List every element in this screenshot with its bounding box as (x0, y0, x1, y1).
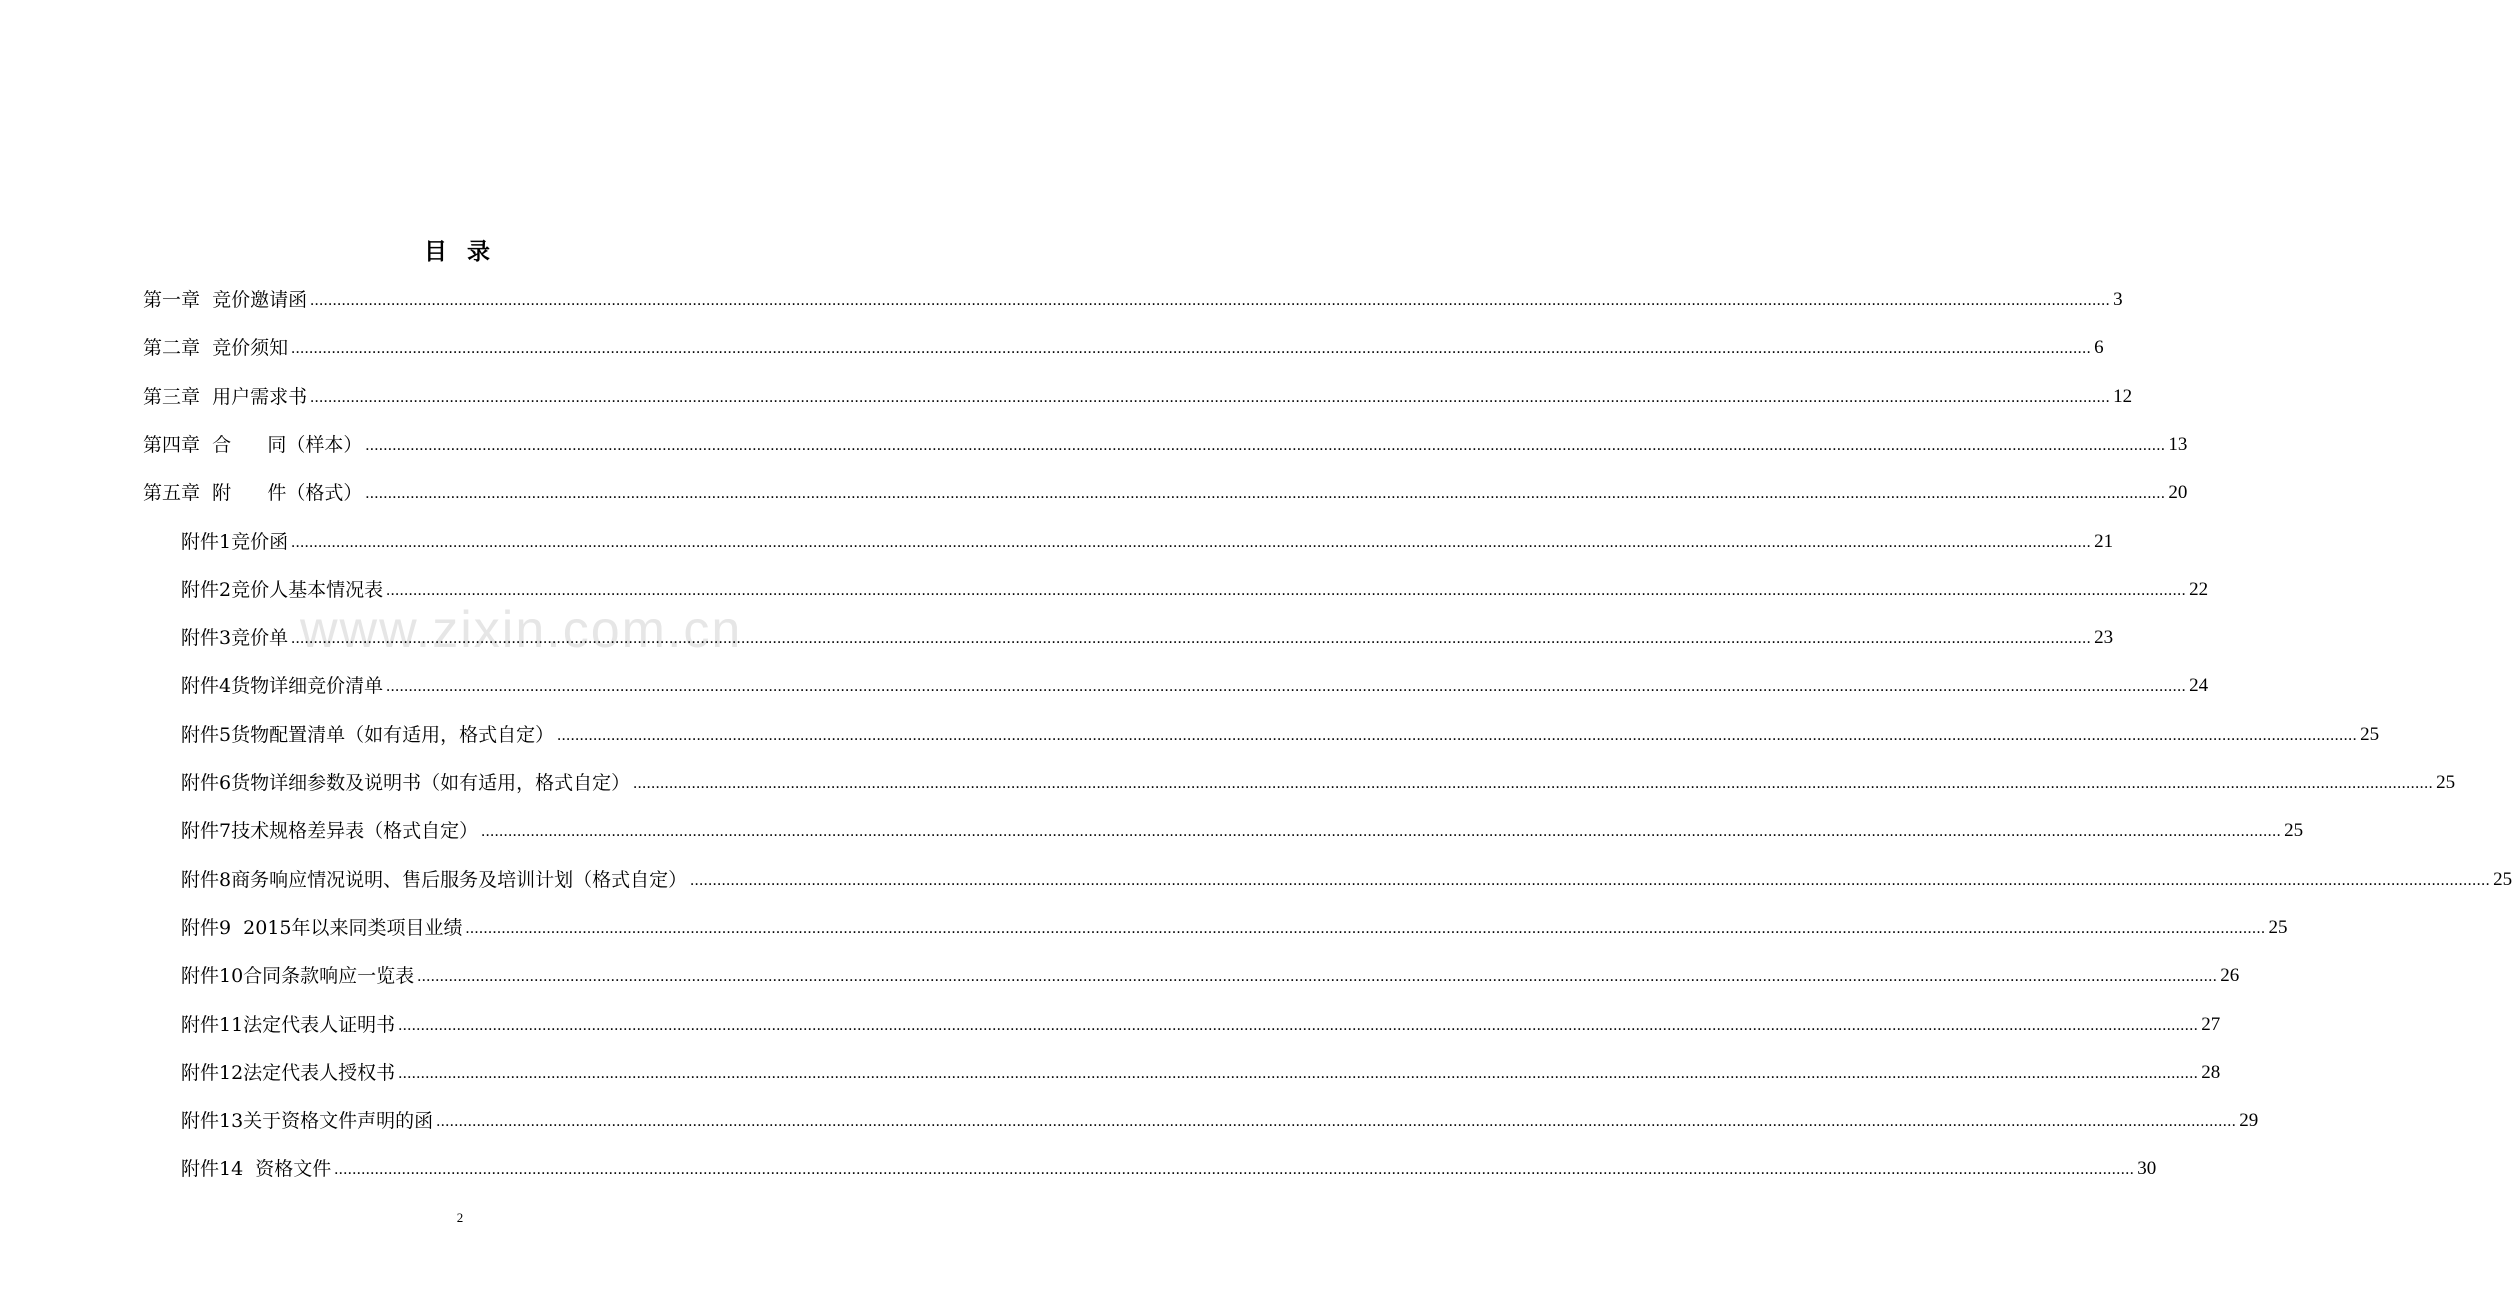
toc-entry[interactable] (181, 862, 2512, 892)
toc-leader-dots: ................................................................................................................................................................................................................................................................................................................................................................................................................ (633, 775, 2434, 792)
toc-entry-label: 附件4货物详细竞价清单 (181, 675, 384, 697)
toc-entry-label: 附件5货物配置清单（如有适用，格式自定） (181, 724, 555, 746)
toc-entry-page: 20 (2168, 482, 2188, 503)
toc-entry[interactable] (181, 717, 2380, 747)
toc-entry[interactable] (143, 475, 2188, 505)
toc-leader-dots: ................................................................................................................................................................................................................................................................................................................................................................................................................ (365, 437, 2166, 454)
toc-entry[interactable] (181, 765, 2456, 795)
toc-entry-page: 26 (2220, 965, 2240, 986)
toc-entry[interactable] (181, 572, 2209, 602)
toc-entry-label: 附件14 资格文件 (181, 1158, 332, 1180)
toc-entry-page: 6 (2094, 337, 2104, 358)
toc-entry[interactable] (181, 620, 2114, 650)
toc-entry-page: 25 (2284, 820, 2304, 841)
toc-entry[interactable] (181, 1055, 2221, 1085)
toc-leader-dots: ................................................................................................................................................................................................................................................................................................................................................................................................................ (465, 920, 2266, 937)
toc-entry-page: 30 (2137, 1158, 2157, 1179)
toc-leader-dots: ................................................................................................................................................................................................................................................................................................................................................................................................................ (690, 872, 2491, 889)
page-title: 目 录 (423, 239, 496, 265)
toc-entry-page: 21 (2094, 531, 2114, 552)
toc-leader-dots: ................................................................................................................................................................................................................................................................................................................................................................................................................ (398, 1065, 2199, 1082)
toc-entry-page: 24 (2189, 675, 2209, 696)
toc-entry[interactable] (143, 282, 2123, 312)
toc-entry-label: 第三章 用户需求书 (143, 386, 308, 408)
toc-entry-page: 29 (2239, 1110, 2259, 1131)
toc-entry-page: 13 (2168, 434, 2188, 455)
page-number: 2 (456, 1210, 464, 1225)
toc-leader-dots: ................................................................................................................................................................................................................................................................................................................................................................................................................ (334, 1161, 2135, 1178)
toc-leader-dots: ................................................................................................................................................................................................................................................................................................................................................................................................................ (417, 968, 2218, 985)
toc-entry[interactable] (143, 330, 2104, 360)
toc-entry-label: 第四章 合 同（样本） (143, 434, 363, 456)
toc-entry-label: 第一章 竞价邀请函 (143, 289, 308, 311)
toc-leader-dots: ................................................................................................................................................................................................................................................................................................................................................................................................................ (291, 534, 2092, 551)
toc-entry-page: 28 (2201, 1062, 2221, 1083)
toc-entry-label: 附件6货物详细参数及说明书（如有适用，格式自定） (181, 772, 631, 794)
toc-entry[interactable] (181, 1151, 2157, 1181)
toc-entry[interactable] (143, 379, 2133, 409)
toc-entry-page: 23 (2094, 627, 2114, 648)
toc-leader-dots: ................................................................................................................................................................................................................................................................................................................................................................................................................ (557, 727, 2358, 744)
toc-entry-label: 附件10合同条款响应一览表 (181, 965, 415, 987)
toc-entry[interactable] (181, 668, 2209, 698)
toc-entry[interactable] (181, 910, 2288, 940)
toc-entry[interactable] (181, 1007, 2221, 1037)
toc-entry-label: 附件1竞价函 (181, 531, 289, 553)
toc-leader-dots: ................................................................................................................................................................................................................................................................................................................................................................................................................ (386, 678, 2187, 695)
toc-entry-label: 附件13关于资格文件声明的函 (181, 1110, 434, 1132)
toc-leader-dots: ................................................................................................................................................................................................................................................................................................................................................................................................................ (291, 630, 2092, 647)
toc-entry[interactable] (143, 427, 2188, 457)
toc-entry[interactable] (181, 813, 2304, 843)
toc-entry-page: 12 (2113, 386, 2133, 407)
toc-leader-dots: ................................................................................................................................................................................................................................................................................................................................................................................................................ (365, 485, 2166, 502)
toc-entry-page: 22 (2189, 579, 2209, 600)
watermark: www.zixin.com.cn (300, 601, 743, 659)
toc-leader-dots: ................................................................................................................................................................................................................................................................................................................................................................................................................ (481, 823, 2282, 840)
toc-leader-dots: ................................................................................................................................................................................................................................................................................................................................................................................................................ (398, 1017, 2199, 1034)
toc-leader-dots: ................................................................................................................................................................................................................................................................................................................................................................................................................ (436, 1113, 2237, 1130)
toc-entry-label: 附件11法定代表人证明书 (181, 1014, 396, 1036)
toc-entry-label: 附件3竞价单 (181, 627, 289, 649)
toc-entry-label: 附件12法定代表人授权书 (181, 1062, 396, 1084)
toc-entry-label: 附件7技术规格差异表（格式自定） (181, 820, 479, 842)
toc-leader-dots: ................................................................................................................................................................................................................................................................................................................................................................................................................ (310, 389, 2111, 406)
toc-leader-dots: ................................................................................................................................................................................................................................................................................................................................................................................................................ (291, 340, 2092, 357)
toc-leader-dots: ................................................................................................................................................................................................................................................................................................................................................................................................................ (310, 292, 2111, 309)
toc-entry-page: 27 (2201, 1014, 2221, 1035)
toc-entry-label: 第二章 竞价须知 (143, 337, 289, 359)
toc-entry-page: 3 (2113, 289, 2123, 310)
toc-entry-page: 25 (2493, 869, 2512, 890)
toc-entry-label: 第五章 附 件（格式） (143, 482, 363, 504)
toc-entry-label: 附件9 2015年以来同类项目业绩 (181, 917, 463, 939)
toc-entry[interactable] (181, 958, 2240, 988)
toc-entry-page: 25 (2436, 772, 2456, 793)
toc-leader-dots: ................................................................................................................................................................................................................................................................................................................................................................................................................ (386, 582, 2187, 599)
toc-entry-page: 25 (2268, 917, 2288, 938)
toc-entry[interactable] (181, 524, 2114, 554)
toc-entry[interactable] (181, 1103, 2259, 1133)
toc-entry-page: 25 (2360, 724, 2380, 745)
toc-entry-label: 附件8商务响应情况说明、售后服务及培训计划（格式自定） (181, 869, 688, 891)
toc-entry-label: 附件2竞价人基本情况表 (181, 579, 384, 601)
